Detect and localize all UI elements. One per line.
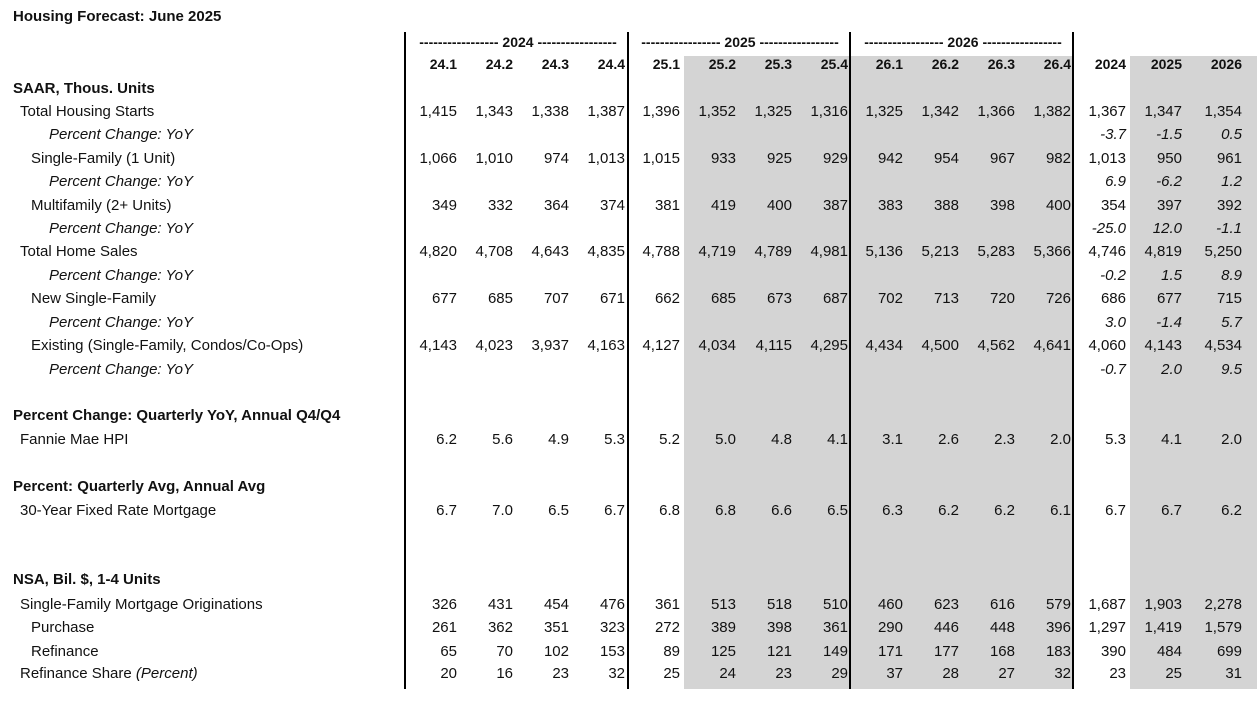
table-cell: 29 [831, 665, 848, 682]
row-label: 30-Year Fixed Rate Mortgage [20, 502, 217, 519]
table-cell: -1.1 [1216, 220, 1242, 237]
table-cell: 24 [719, 665, 736, 682]
table-cell: 3,937 [531, 337, 569, 354]
table-cell: 1,415 [419, 103, 457, 120]
table-cell: 4,819 [1144, 243, 1182, 260]
table-cell: 23 [775, 665, 792, 682]
row-label: Fannie Mae HPI [20, 431, 129, 448]
table-cell: 1,325 [865, 103, 903, 120]
table-cell: 397 [1156, 197, 1182, 214]
table-cell: 362 [487, 619, 513, 636]
table-cell: 1.2 [1221, 173, 1242, 190]
table-row [0, 665, 1257, 687]
table-cell: 6.7 [604, 502, 625, 519]
column-header: 25.4 [820, 56, 848, 72]
table-cell: 25 [663, 665, 680, 682]
table-cell: 5,213 [921, 243, 959, 260]
table-cell: 1,367 [1088, 103, 1126, 120]
table-cell: 1,903 [1144, 596, 1182, 613]
table-cell: 0.5 [1221, 126, 1242, 143]
table-cell: 400 [1045, 197, 1071, 214]
table-cell: 431 [487, 596, 513, 613]
table-cell: 27 [998, 665, 1015, 682]
table-cell: 4,981 [810, 243, 848, 260]
table-cell: 4,163 [587, 337, 625, 354]
table-cell: 6.9 [1105, 173, 1126, 190]
table-cell: 982 [1045, 150, 1071, 167]
column-header: 24.3 [541, 56, 569, 72]
column-header: 26.2 [931, 56, 959, 72]
table-cell: 400 [766, 197, 792, 214]
table-cell: 89 [663, 643, 680, 660]
table-cell: 332 [487, 197, 513, 214]
table-cell: -1.4 [1156, 314, 1182, 331]
table-cell: 5.6 [492, 431, 513, 448]
table-cell: 361 [822, 619, 848, 636]
column-header: 2026 [1210, 56, 1242, 72]
table-cell: 65 [440, 643, 457, 660]
table-cell: 671 [599, 290, 625, 307]
table-cell: 713 [933, 290, 959, 307]
section-header-row [0, 80, 1257, 102]
table-row [0, 643, 1257, 665]
table-cell: 4,295 [810, 337, 848, 354]
table-cell: 518 [766, 596, 792, 613]
table-cell: 351 [543, 619, 569, 636]
table-cell: 1,396 [642, 103, 680, 120]
table-cell: 5.7 [1221, 314, 1242, 331]
column-header: 24.4 [597, 56, 625, 72]
table-cell: 23 [552, 665, 569, 682]
table-cell: 686 [1100, 290, 1126, 307]
table-cell: 7.0 [492, 502, 513, 519]
table-cell: -25.0 [1091, 220, 1126, 237]
table-cell: 2.6 [938, 431, 959, 448]
table-cell: 387 [822, 197, 848, 214]
table-cell: 6.3 [882, 502, 903, 519]
row-label: Percent Change: YoY [49, 314, 193, 331]
section-header-row [0, 407, 1257, 429]
table-cell: 929 [822, 150, 848, 167]
row-label: Single-Family (1 Unit) [31, 150, 176, 167]
table-cell: 6.7 [1161, 502, 1182, 519]
table-cell: 4,835 [587, 243, 625, 260]
table-cell: 4,643 [531, 243, 569, 260]
row-label: Purchase [31, 619, 95, 636]
table-cell: 364 [543, 197, 569, 214]
year-header-2024: ----------------- 2024 ----------------- [419, 34, 617, 50]
row-label: Total Housing Starts [20, 103, 155, 120]
table-cell: 961 [1216, 150, 1242, 167]
column-header: 2024 [1094, 56, 1126, 72]
table-cell: 388 [933, 197, 959, 214]
table-cell: 685 [710, 290, 736, 307]
table-cell: 2.0 [1221, 431, 1242, 448]
table-cell: 323 [599, 619, 625, 636]
table-cell: 623 [933, 596, 959, 613]
table-cell: 4,034 [698, 337, 736, 354]
page-title: Housing Forecast: June 2025 [13, 8, 222, 25]
table-cell: 5.3 [604, 431, 625, 448]
table-cell: 6.2 [436, 431, 457, 448]
table-cell: 1,338 [531, 103, 569, 120]
table-cell: 290 [877, 619, 903, 636]
column-header: 26.4 [1043, 56, 1071, 72]
table-cell: 32 [1054, 665, 1071, 682]
column-header: 24.1 [429, 56, 457, 72]
row-label: Percent Change: YoY [49, 267, 193, 284]
column-header: 25.2 [708, 56, 736, 72]
table-cell: 25 [1165, 665, 1182, 682]
table-cell: 677 [1156, 290, 1182, 307]
row-label: Refinance [31, 643, 99, 660]
table-cell: 1,013 [587, 150, 625, 167]
table-cell: 513 [710, 596, 736, 613]
table-cell: 1,382 [1033, 103, 1071, 120]
table-cell: 6.2 [994, 502, 1015, 519]
table-cell: 1,013 [1088, 150, 1126, 167]
table-cell: 460 [877, 596, 903, 613]
table-cell: 446 [933, 619, 959, 636]
table-cell: -3.7 [1100, 126, 1126, 143]
table-cell: 6.8 [715, 502, 736, 519]
section-header-row [0, 478, 1257, 500]
row-label-suffix: (Percent) [135, 665, 198, 682]
table-cell: 1,066 [419, 150, 457, 167]
table-row [0, 290, 1257, 312]
table-cell: 3.0 [1105, 314, 1126, 331]
table-cell: 102 [543, 643, 569, 660]
table-cell: 454 [543, 596, 569, 613]
row-label: Percent Change: YoY [49, 220, 193, 237]
table-cell: 2,278 [1204, 596, 1242, 613]
table-cell: 954 [933, 150, 959, 167]
table-cell: 4,708 [475, 243, 513, 260]
section-header-row [0, 571, 1257, 593]
table-cell: 6.6 [771, 502, 792, 519]
table-row [0, 243, 1257, 265]
table-cell: 1,297 [1088, 619, 1126, 636]
table-cell: 374 [599, 197, 625, 214]
table-row [0, 150, 1257, 172]
table-cell: 687 [822, 290, 848, 307]
row-label: Percent Change: YoY [49, 126, 193, 143]
table-cell: 361 [654, 596, 680, 613]
section-title: NSA, Bil. $, 1-4 Units [13, 571, 161, 588]
table-cell: 398 [766, 619, 792, 636]
table-cell: 4.8 [771, 431, 792, 448]
table-cell: 950 [1156, 150, 1182, 167]
table-cell: 1.5 [1161, 267, 1182, 284]
percent-change-row [0, 267, 1257, 289]
table-row [0, 103, 1257, 125]
table-cell: 16 [496, 665, 513, 682]
table-cell: 1,015 [642, 150, 680, 167]
percent-change-row [0, 361, 1257, 383]
column-header: 25.3 [764, 56, 792, 72]
table-cell: 4,060 [1088, 337, 1126, 354]
table-cell: 5.3 [1105, 431, 1126, 448]
table-cell: 1,366 [977, 103, 1015, 120]
table-cell: 4,789 [754, 243, 792, 260]
table-cell: -6.2 [1156, 173, 1182, 190]
table-cell: 4,143 [1144, 337, 1182, 354]
table-cell: 974 [543, 150, 569, 167]
table-cell: 272 [654, 619, 680, 636]
section-title: Percent: Quarterly Avg, Annual Avg [13, 478, 266, 495]
table-cell: 23 [1109, 665, 1126, 682]
table-cell: 4,143 [419, 337, 457, 354]
table-cell: 5.0 [715, 431, 736, 448]
table-cell: 6.7 [436, 502, 457, 519]
table-cell: 3.1 [882, 431, 903, 448]
table-row [0, 337, 1257, 359]
column-header: 26.3 [987, 56, 1015, 72]
table-cell: 699 [1216, 643, 1242, 660]
row-label: Percent Change: YoY [49, 361, 193, 378]
table-cell: -0.2 [1100, 267, 1126, 284]
table-cell: 354 [1100, 197, 1126, 214]
table-cell: 6.2 [1221, 502, 1242, 519]
table-cell: -1.5 [1156, 126, 1182, 143]
table-cell: 484 [1156, 643, 1182, 660]
table-cell: 662 [654, 290, 680, 307]
table-cell: 392 [1216, 197, 1242, 214]
table-row [0, 197, 1257, 219]
table-cell: 967 [989, 150, 1015, 167]
table-cell: 715 [1216, 290, 1242, 307]
table-cell: 5.2 [659, 431, 680, 448]
column-header: 24.2 [485, 56, 513, 72]
table-cell: 419 [710, 197, 736, 214]
percent-change-row [0, 314, 1257, 336]
table-cell: 448 [989, 619, 1015, 636]
table-cell: 4,788 [642, 243, 680, 260]
table-cell: 720 [989, 290, 1015, 307]
table-cell: 125 [710, 643, 736, 660]
row-label: Multifamily (2+ Units) [31, 197, 172, 214]
table-cell: 37 [886, 665, 903, 682]
table-cell: 381 [654, 197, 680, 214]
percent-change-row [0, 126, 1257, 148]
table-cell: 171 [877, 643, 903, 660]
table-cell: 20 [440, 665, 457, 682]
table-cell: 1,419 [1144, 619, 1182, 636]
table-cell: 6.7 [1105, 502, 1126, 519]
table-cell: 4.9 [548, 431, 569, 448]
table-cell: 1,347 [1144, 103, 1182, 120]
table-cell: 2.0 [1161, 361, 1182, 378]
table-cell: 4,534 [1204, 337, 1242, 354]
table-cell: 396 [1045, 619, 1071, 636]
table-cell: 1,354 [1204, 103, 1242, 120]
table-cell: 616 [989, 596, 1015, 613]
table-cell: 4,500 [921, 337, 959, 354]
table-cell: 183 [1045, 643, 1071, 660]
table-cell: 31 [1225, 665, 1242, 682]
table-cell: 1,010 [475, 150, 513, 167]
row-label: Percent Change: YoY [49, 173, 193, 190]
table-cell: 4,719 [698, 243, 736, 260]
table-cell: 6.5 [548, 502, 569, 519]
table-cell: 1,352 [698, 103, 736, 120]
table-cell: 726 [1045, 290, 1071, 307]
row-label: Existing (Single-Family, Condos/Co-Ops) [31, 337, 304, 354]
table-cell: 925 [766, 150, 792, 167]
table-cell: 1,325 [754, 103, 792, 120]
table-cell: 1,579 [1204, 619, 1242, 636]
table-cell: 933 [710, 150, 736, 167]
table-cell: 476 [599, 596, 625, 613]
table-cell: 6.5 [827, 502, 848, 519]
table-cell: 1,387 [587, 103, 625, 120]
table-row [0, 502, 1257, 524]
table-cell: 1,687 [1088, 596, 1126, 613]
table-cell: 5,283 [977, 243, 1015, 260]
row-label: Single-Family Mortgage Originations [20, 596, 263, 613]
table-cell: 4.1 [827, 431, 848, 448]
table-cell: 4,127 [642, 337, 680, 354]
table-cell: 6.8 [659, 502, 680, 519]
table-cell: 153 [599, 643, 625, 660]
table-cell: 702 [877, 290, 903, 307]
table-cell: 389 [710, 619, 736, 636]
table-cell: 2.0 [1050, 431, 1071, 448]
column-header: 25.1 [652, 56, 680, 72]
table-cell: 5,136 [865, 243, 903, 260]
year-header-2025: ----------------- 2025 ----------------- [641, 34, 839, 50]
table-cell: 6.2 [938, 502, 959, 519]
table-cell: 383 [877, 197, 903, 214]
table-cell: 168 [989, 643, 1015, 660]
table-cell: 121 [766, 643, 792, 660]
table-cell: 579 [1045, 596, 1071, 613]
table-cell: 70 [496, 643, 513, 660]
table-cell: 177 [933, 643, 959, 660]
table-cell: 942 [877, 150, 903, 167]
table-cell: 4,115 [755, 337, 792, 354]
table-cell: 349 [431, 197, 457, 214]
column-header: 26.1 [875, 56, 903, 72]
table-cell: 1,343 [475, 103, 513, 120]
table-cell: 6.1 [1050, 502, 1071, 519]
table-cell: -0.7 [1100, 361, 1126, 378]
table-cell: 510 [822, 596, 848, 613]
row-label: Refinance Share (Percent) [20, 665, 198, 682]
table-cell: 4.1 [1161, 431, 1182, 448]
table-cell: 4,746 [1088, 243, 1126, 260]
table-cell: 261 [431, 619, 457, 636]
table-cell: 32 [608, 665, 625, 682]
table-cell: 673 [766, 290, 792, 307]
table-cell: 5,366 [1033, 243, 1071, 260]
table-cell: 4,641 [1033, 337, 1071, 354]
table-cell: 326 [431, 596, 457, 613]
table-cell: 5,250 [1204, 243, 1242, 260]
table-cell: 1,342 [921, 103, 959, 120]
column-header: 2025 [1150, 56, 1182, 72]
table-cell: 9.5 [1221, 361, 1242, 378]
percent-change-row [0, 173, 1257, 195]
table-cell: 685 [487, 290, 513, 307]
table-cell: 707 [543, 290, 569, 307]
table-cell: 149 [822, 643, 848, 660]
section-title: Percent Change: Quarterly YoY, Annual Q4/Q4 [13, 407, 341, 424]
year-header-2026: ----------------- 2026 ----------------- [864, 34, 1062, 50]
table-cell: 4,434 [865, 337, 903, 354]
table-cell: 1,316 [810, 103, 848, 120]
table-cell: 390 [1100, 643, 1126, 660]
table-row [0, 619, 1257, 641]
row-label: Total Home Sales [20, 243, 138, 260]
table-cell: 12.0 [1152, 220, 1182, 237]
table-cell: 677 [431, 290, 457, 307]
section-title: SAAR, Thous. Units [13, 80, 155, 97]
table-cell: 4,562 [977, 337, 1015, 354]
table-cell: 8.9 [1221, 267, 1242, 284]
table-row [0, 596, 1257, 618]
table-cell: 2.3 [994, 431, 1015, 448]
table-cell: 398 [989, 197, 1015, 214]
row-label: New Single-Family [31, 290, 157, 307]
percent-change-row [0, 220, 1257, 242]
table-row [0, 431, 1257, 453]
table-cell: 28 [942, 665, 959, 682]
table-cell: 4,820 [419, 243, 457, 260]
table-cell: 4,023 [475, 337, 513, 354]
